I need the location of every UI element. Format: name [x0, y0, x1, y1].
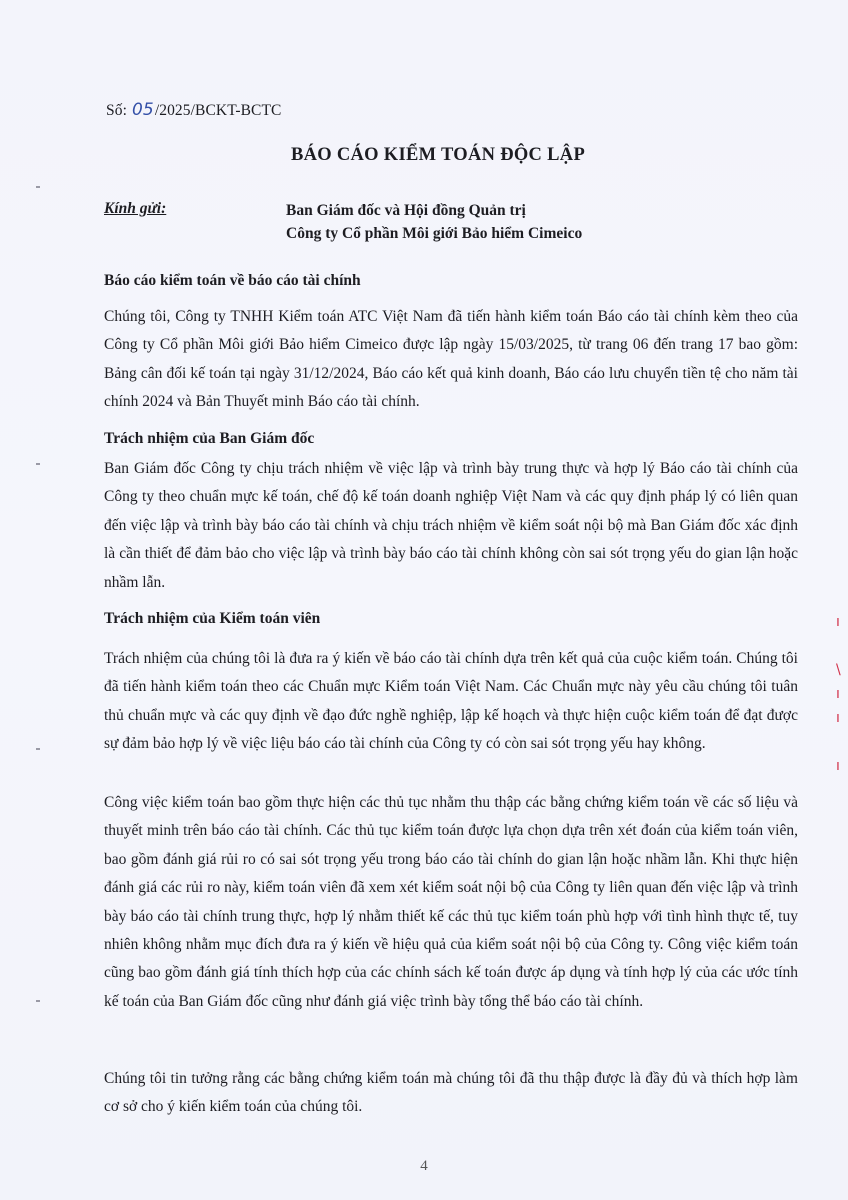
margin-dash [36, 186, 40, 188]
addressee-line: Công ty Cổ phần Môi giới Bảo hiểm Cimeico [286, 225, 583, 242]
margin-dash [36, 1000, 40, 1002]
page-number: 4 [420, 1158, 428, 1174]
margin-dash [36, 463, 40, 465]
paragraph-audit-scope: Chúng tôi, Công ty TNHH Kiểm toán ATC Việt Nam đã tiến hành kiểm toán Báo cáo tài chính kèm theo của Công ty Cổ phần Môi giới Bảo hiểm Cimeico được lập ngày 15/03/2025, từ trang 06 đến trang 17 bao gồm: Bảng cân đối kế toán tại ngày 31/12/2024, Báo cáo kết quả kinh doanh, Báo cáo lưu chuyển tiền tệ cho năm tài chính 2024 và Bản Thuyết minh Báo cáo tài chính. [104, 308, 798, 411]
paragraph-audit-evidence: Chúng tôi tin tưởng rằng các bằng chứng kiểm toán mà chúng tôi đã thu thập được là đầy đủ và thích hợp làm cơ sở cho ý kiến kiểm toán của chúng tôi. [104, 1070, 798, 1116]
reference-suffix: /2025/BCKT-BCTC [154, 102, 282, 119]
red-stamp-edge-marks: ı \ ı ı ı [836, 614, 841, 774]
reference-prefix: Số: [106, 102, 127, 119]
paragraph-management-responsibility: Ban Giám đốc Công ty chịu trách nhiệm về việc lập và trình bày trung thực và hợp lý Báo cáo tài chính của Công ty theo chuẩn mực kế toán, chế độ kế toán doanh nghiệp Việt Nam và các quy định pháp lý có liên quan đến việc lập và trình bày báo cáo tài chính và chịu trách nhiệm về kiểm soát nội bộ mà Ban Giám đốc xác định là cần thiết để đảm bảo cho việc lập và trình bày báo cáo tài chính không còn sai sót trọng yếu do gian lận hoặc nhầm lẫn. [104, 460, 798, 591]
margin-dash [36, 748, 40, 750]
document-title: BÁO CÁO KIỂM TOÁN ĐỘC LẬP [290, 145, 586, 165]
section-heading-financial-report: Báo cáo kiểm toán về báo cáo tài chính [104, 272, 361, 289]
addressee-recipients [286, 199, 582, 245]
section-heading-management-responsibility: Trách nhiệm của Ban Giám đốc [104, 430, 315, 447]
document-reference [106, 100, 282, 120]
addressee-line: Ban Giám đốc và Hội đồng Quản trị [286, 202, 526, 219]
section-heading-auditor-responsibility: Trách nhiệm của Kiểm toán viên [104, 610, 321, 627]
paragraph-audit-procedures: Công việc kiểm toán bao gồm thực hiện các thủ tục nhằm thu thập các bằng chứng kiểm toán về các số liệu và thuyết minh trên báo cáo tài chính. Các thủ tục kiểm toán được lựa chọn dựa trên xét đoán của kiểm toán viên, bao gồm đánh giá rủi ro có sai sót trọng yếu trong báo cáo tài chính do gian lận hoặc nhầm lẫn. Khi thực hiện đánh giá các rủi ro này, kiểm toán viên đã xem xét kiểm soát nội bộ của Công ty liên quan đến việc lập và trình bày báo cáo tài chính trung thực, hợp lý nhằm thiết kế các thủ tục kiểm toán phù hợp với tình hình thực tế, tuy nhiên không nhằm mục đích đưa ra ý kiến về hiệu quả của kiểm soát nội bộ của Công ty. Công việc kiểm toán cũng bao gồm đánh giá tính thích hợp của các chính sách kế toán được áp dụng và tính hợp lý của các ước tính kế toán của Ban Giám đốc cũng như đánh giá việc trình bày tổng thể báo cáo tài chính. [104, 794, 798, 1010]
reference-number-handwritten: 05 [131, 100, 154, 120]
addressee-label: Kính gửi: [104, 200, 167, 217]
paragraph-auditor-responsibility: Trách nhiệm của chúng tôi là đưa ra ý kiến về báo cáo tài chính dựa trên kết quả của cuộc kiểm toán. Chúng tôi đã tiến hành kiểm toán theo các Chuẩn mực Kiểm toán Việt Nam. Các Chuẩn mực này yêu cầu chúng tôi tuân thủ chuẩn mực và các quy định về đạo đức nghề nghiệp, lập kế hoạch và thực hiện cuộc kiểm toán để đạt được sự đảm bảo hợp lý về việc liệu báo cáo tài chính của Công ty có còn sai sót trọng yếu hay không. [104, 650, 798, 753]
